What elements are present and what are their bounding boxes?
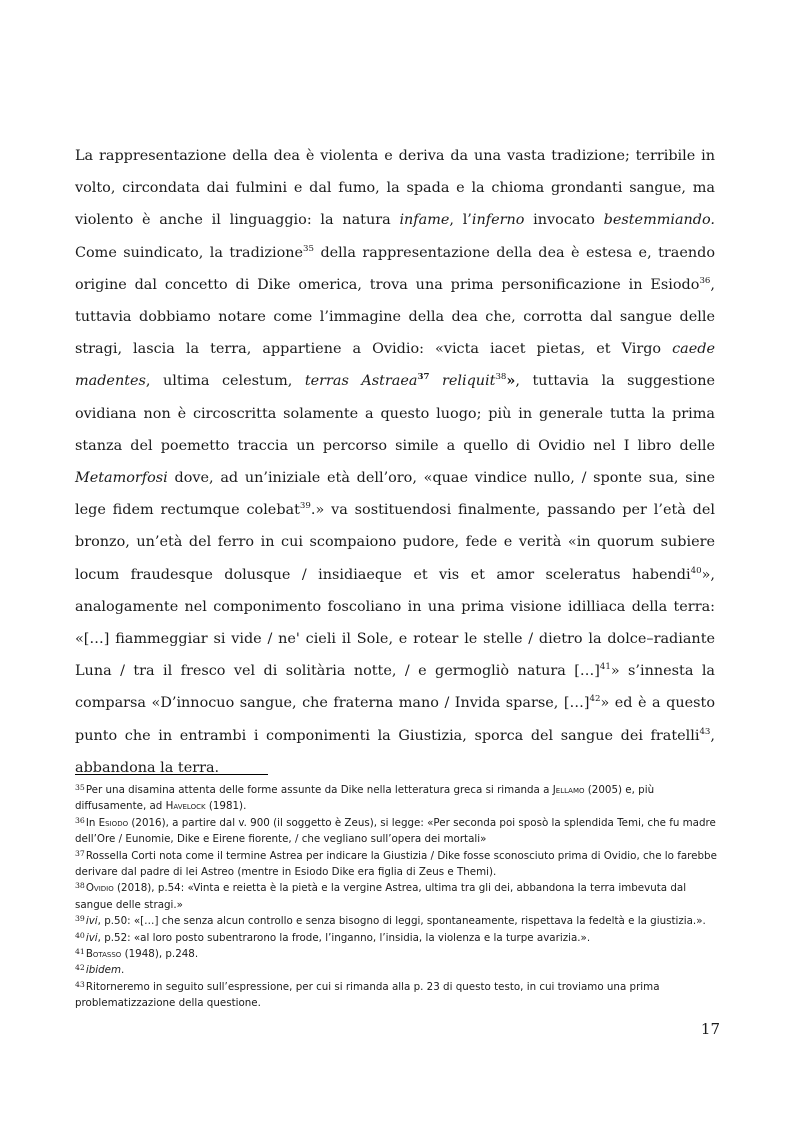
italic-run: inferno xyxy=(471,212,525,229)
italic-run: ibidem xyxy=(85,964,121,977)
footnote-37 xyxy=(75,848,720,881)
footnote-text: (2005) e, più diffusamente, ad xyxy=(75,784,655,813)
footnotes xyxy=(75,782,720,1012)
text-run: , tuttavia la suggestione ovidiana non è circoscritta solamente a questo luogo; più in generale tutta la prima stanza del poemetto traccia un percorso simile a quello di Ovidio nel I libro delle xyxy=(75,373,715,454)
footnote-number: 42 xyxy=(75,963,85,973)
footnote-ref-39: 39 xyxy=(299,501,311,512)
text-run: dove, ad un’iniziale età dell’oro, «quae vindice nullo, / sponte sua, sine lege fidem rectumque colebat xyxy=(75,470,715,519)
footnote-ref-42: 42 xyxy=(589,694,601,705)
text-run: invocato xyxy=(524,212,604,229)
footnote-39 xyxy=(75,913,720,929)
text-run: , tuttavia dobbiamo notare come l’immagine della dea che, corrotta dal sangue delle stragi, lascia la terra, appartiene a Ovidio: «victa iacet pietas, et Virgo xyxy=(75,276,715,358)
text-run: », analogamente nel componimento foscoliano in una prima visione idilliaca della terra: «[…] fiammeggiar si vide / ne' cieli il Sole, e rotear le stelle / dietro la dolce–radiante Luna / tra il fresco vel di solitària notte, / e germogliò natura […] xyxy=(75,566,715,680)
footnote-text: , p.52: «al loro posto subentrarono la frode, l’inganno, l’insidia, la violenza e la turpe avarizia.». xyxy=(97,931,591,944)
footnote-number: 36 xyxy=(75,815,85,825)
italic-run: reliquit xyxy=(429,373,496,390)
footnote-ref-35: 35 xyxy=(303,243,315,254)
footnote-41 xyxy=(75,946,720,962)
italic-run: bestemmiando. xyxy=(603,212,716,229)
author-name: Ovidio xyxy=(85,882,114,895)
footnote-text: Ritorneremo in seguito sull’espressione, per cui si rimanda alla p. 23 di questo testo, in cui troviamo una prima problematizzazione della questione. xyxy=(75,980,660,1010)
footnote-ref-43: 43 xyxy=(699,726,711,737)
bold-run: » xyxy=(506,372,516,390)
footnote-text: Rossella Corti nota come il termine Astrea per indicare la Giustizia / Dike fosse sconosciuto prima di Ovidio, che lo farebbe derivare dal padre di lei Astreo (mentre in Esiodo Dike era figlia di Zeus e Themi). xyxy=(75,849,717,879)
footnote-number: 40 xyxy=(75,930,85,940)
text-run: , abbandona la terra. xyxy=(75,727,715,776)
main-paragraph xyxy=(75,140,715,784)
text-run: .» va sostituendosi finalmente, passando per l’età del bronzo, un’età del ferro in cui scompaiono pudore, fede e verità «in quorum subiere locum fraudesque dolusque / insidiaeque et vis et amor sceleratus habendi xyxy=(75,502,715,583)
italic-run: ivi xyxy=(85,931,98,944)
italic-run: caede madentes xyxy=(75,341,715,390)
footnote-ref-41: 41 xyxy=(599,662,611,673)
footnote-ref-37: 37 xyxy=(417,372,430,383)
text-run: , ultima celestum, xyxy=(145,373,305,390)
text-run: , l’ xyxy=(449,212,472,229)
footnote-text: In xyxy=(85,816,99,829)
footnote-number: 41 xyxy=(75,947,85,957)
italic-run: terras Astraea xyxy=(304,373,418,390)
footnote-text: (1981). xyxy=(205,800,247,813)
text-run: La rappresentazione della dea è violenta e deriva da una vasta tradizione; terribile in volto, circondata dai fulmini e dal fumo, la spada e la chioma grondanti sangue, ma violento è anche il linguaggio: la natura xyxy=(75,148,715,229)
footnote-number: 37 xyxy=(75,848,85,858)
footnote-42 xyxy=(75,962,720,978)
italic-run: ivi xyxy=(85,915,98,928)
author-name: Jellamo xyxy=(552,784,585,796)
author-name: Havelock xyxy=(165,800,206,813)
author-name: Esiodo xyxy=(98,816,129,829)
footnote-number: 38 xyxy=(75,881,85,891)
text-run: della rappresentazione della dea è estesa e, traendo origine dal concetto di Dike omerica, trova una prima personificazione in Esiodo xyxy=(75,244,715,293)
footnote-40 xyxy=(75,930,720,946)
page-number: 17 xyxy=(700,1020,720,1038)
footnote-number: 43 xyxy=(75,979,85,989)
text-run: » ed è a questo punto che in entrambi i componimenti la Giustizia, sporca del sangue dei fratelli xyxy=(75,695,715,744)
footnote-text: (1948), p.248. xyxy=(121,948,199,961)
footnote-35 xyxy=(75,782,720,815)
text-run: Come suindicato, la tradizione xyxy=(75,244,304,261)
footnote-ref-36: 36 xyxy=(699,276,711,287)
footnote-text: , p.50: «[…] che senza alcun controllo e senza bisogno di leggi, spontaneamente, rispettava la fedeltà e la giustizia.». xyxy=(97,915,706,928)
footnote-number: 39 xyxy=(75,914,85,924)
italic-run: Metamorfosi xyxy=(75,470,168,487)
footnote-text: Per una disamina attenta delle forme assunte da Dike nella letteratura greca si rimanda a xyxy=(85,784,553,796)
footnote-36 xyxy=(75,815,720,848)
footnote-ref-40: 40 xyxy=(690,565,702,576)
footnote-text: (2018), p.54: «Vinta e reietta è la pietà e la vergine Astrea, ultima tra gli dei, abbandona la terra imbevuta dal sangue delle stragi.» xyxy=(75,882,687,911)
text-run: » s’innesta la comparsa «D’innocuo sangue, che fraterna mano / Invida sparse, […] xyxy=(75,663,716,712)
author-name: Botasso xyxy=(85,948,122,961)
footnote-number: 35 xyxy=(75,783,85,792)
italic-run: infame xyxy=(399,212,450,229)
footnote-text: (2016), a partire dal v. 900 (il soggetto è Zeus), si legge: «Per seconda poi sposò la splendida Temi, che fu madre dell’Ore / Eunomie, Dike e Eirene fiorente, / che vegliano sull’opera dei mortali» xyxy=(75,816,716,846)
footnote-separator xyxy=(75,774,268,775)
footnote-38 xyxy=(75,880,720,913)
footnote-43 xyxy=(75,979,720,1012)
footnote-ref-38: 38 xyxy=(495,372,507,383)
footnote-text: . xyxy=(121,964,125,977)
